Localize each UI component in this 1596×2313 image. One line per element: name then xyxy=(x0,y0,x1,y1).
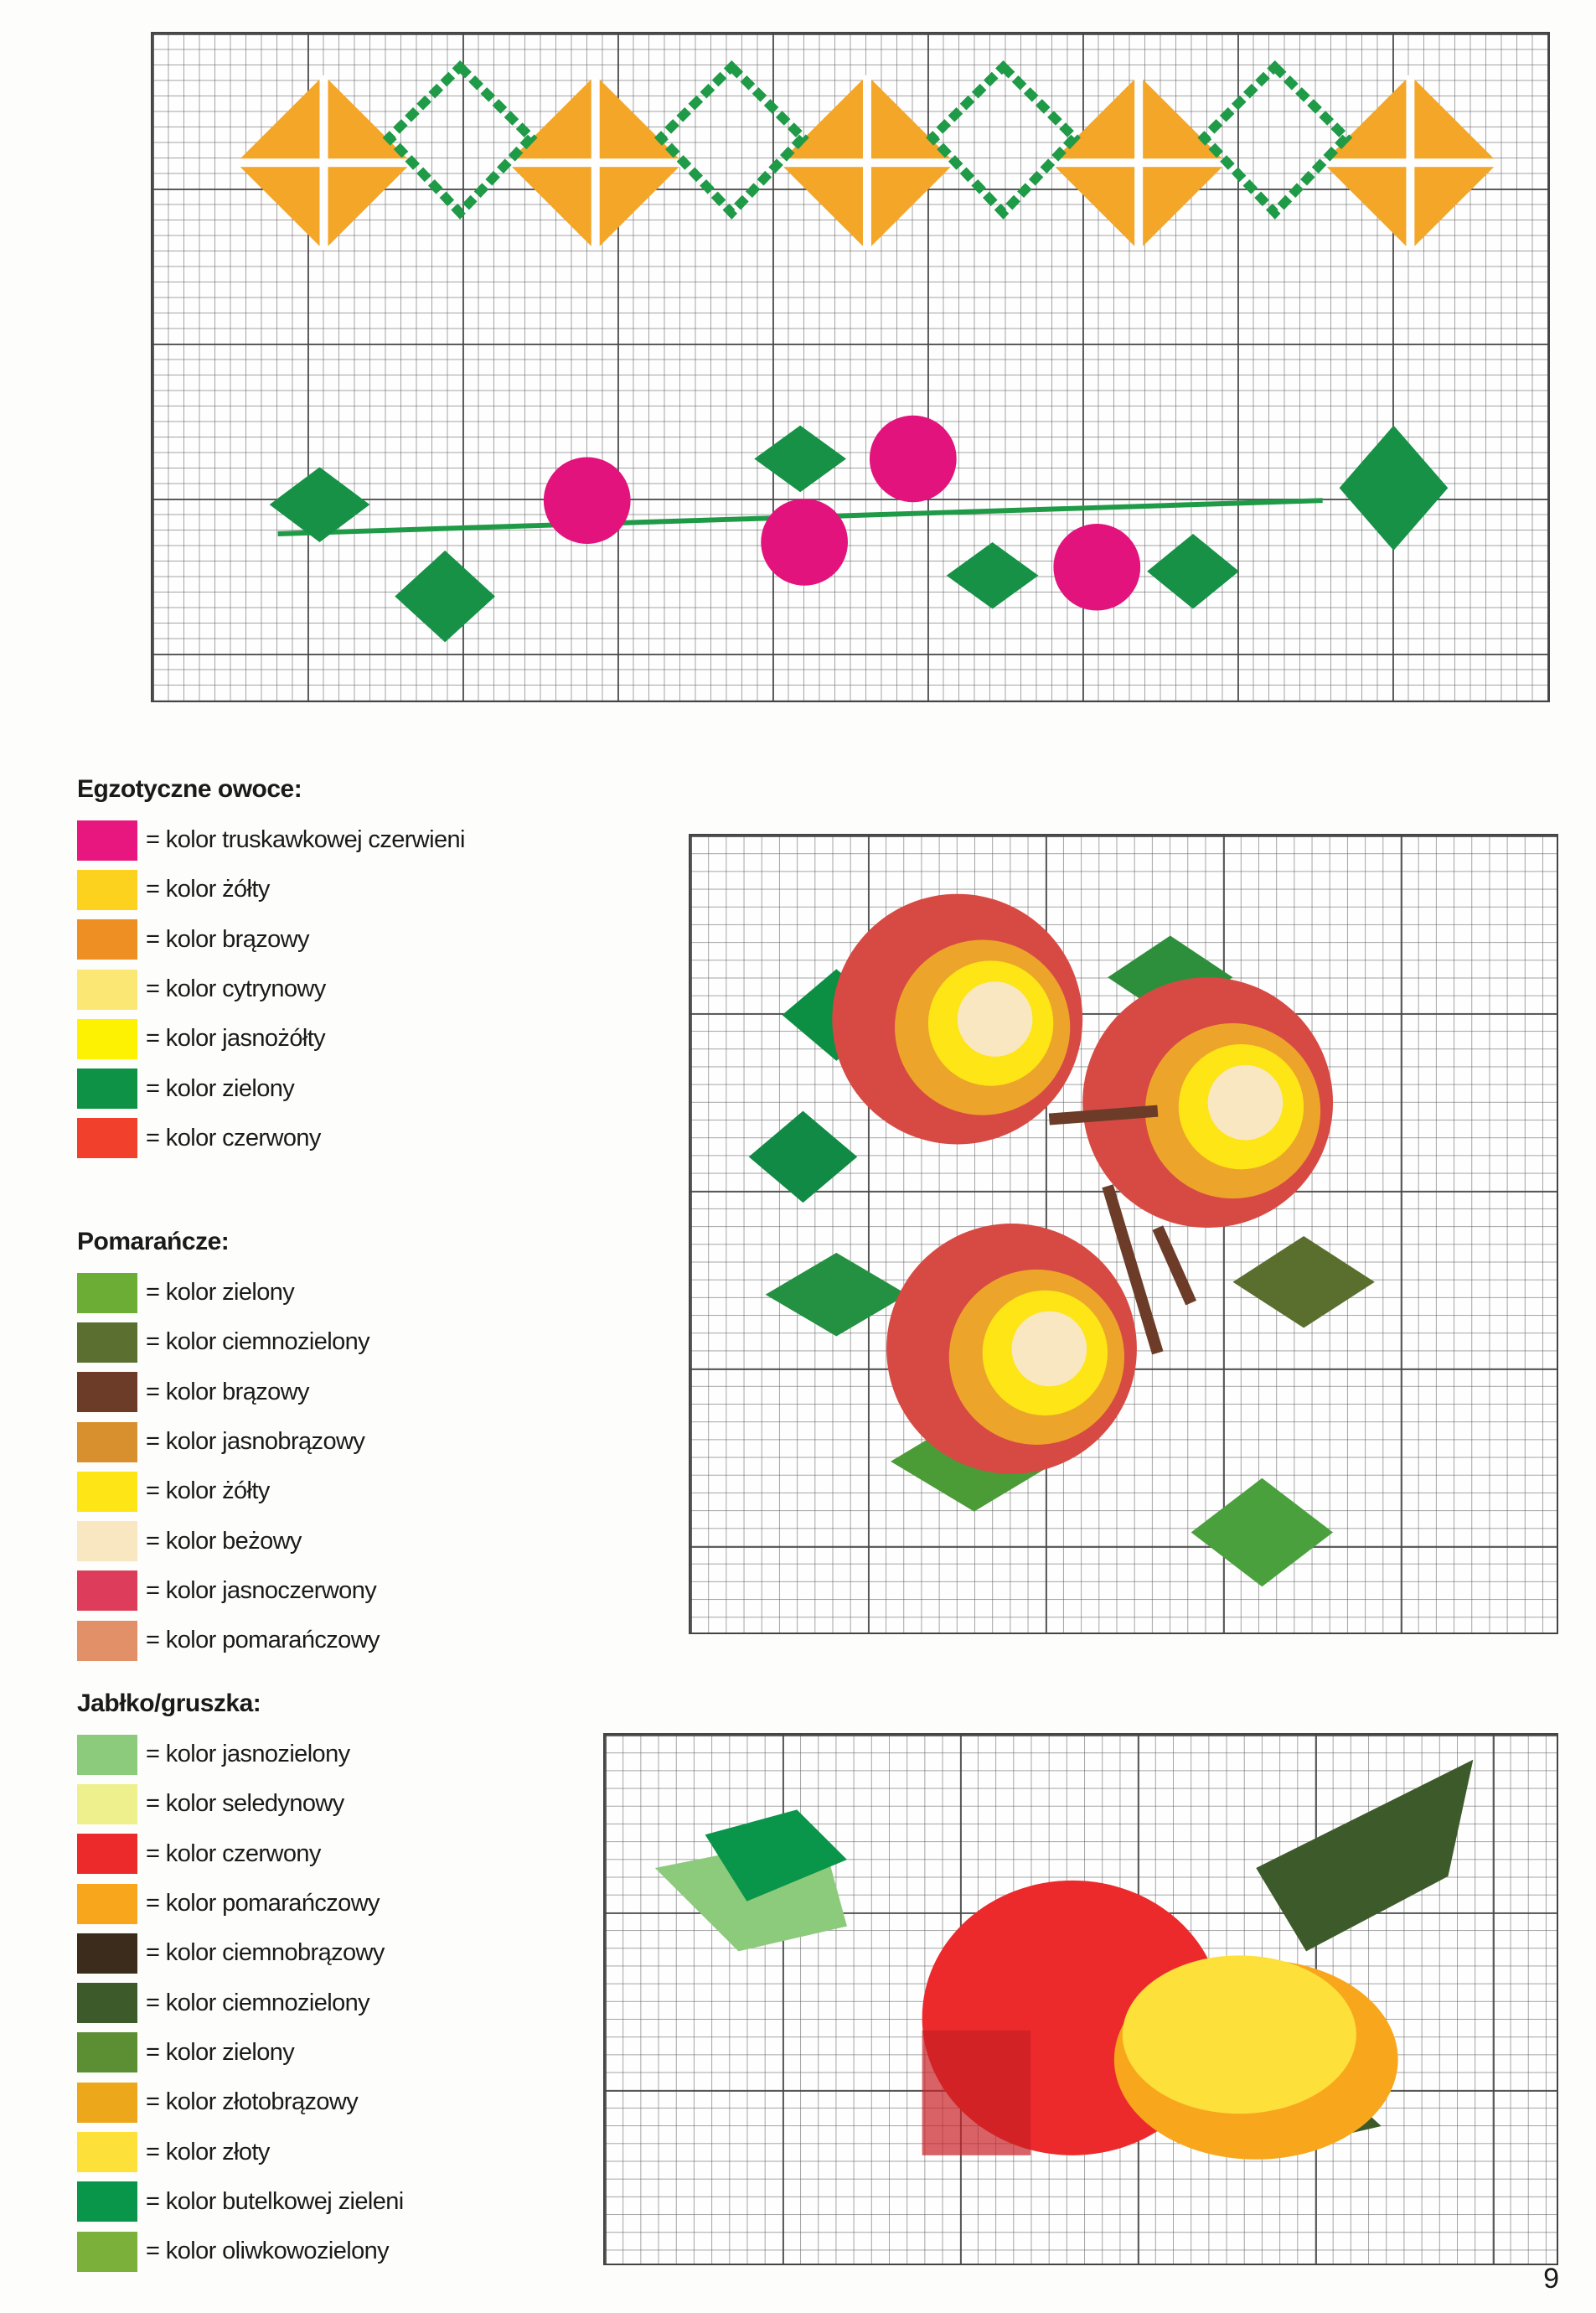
oranges-motif xyxy=(749,894,1375,1587)
legend-item xyxy=(77,865,664,914)
legend-item xyxy=(77,2127,664,2176)
color-swatch xyxy=(77,970,137,1010)
color-swatch xyxy=(77,919,137,960)
color-label: = kolor jasnobrązowy xyxy=(146,1428,365,1456)
color-swatch xyxy=(77,1621,137,1661)
color-swatch xyxy=(77,2032,137,2072)
legend-item xyxy=(77,1417,664,1467)
color-label: = kolor ciemnozielony xyxy=(146,1328,370,1356)
apple-pear-pattern-chart xyxy=(603,1733,1558,2265)
legend-item xyxy=(77,1779,664,1829)
legend-item xyxy=(77,1928,664,1978)
color-label: = kolor oliwkowozielony xyxy=(146,2238,390,2265)
legend-item xyxy=(77,965,664,1014)
legend-item xyxy=(77,1467,664,1516)
color-swatch xyxy=(77,2181,137,2222)
color-swatch xyxy=(77,1472,137,1512)
color-swatch xyxy=(77,1422,137,1462)
color-swatch xyxy=(77,2132,137,2172)
color-label: = kolor czerwony xyxy=(146,1840,321,1867)
legend-title: Pomarańcze: xyxy=(77,1228,230,1255)
color-label: = kolor złotobrązowy xyxy=(146,2088,359,2116)
color-label: = kolor brązowy xyxy=(146,1378,309,1405)
color-swatch xyxy=(77,1884,137,1924)
color-label: = kolor żółty xyxy=(146,876,270,903)
color-label: = kolor cytrynowy xyxy=(146,975,326,1003)
legend-item xyxy=(77,1978,664,2027)
legend-item xyxy=(77,2177,664,2227)
color-label: = kolor butelkowej zieleni xyxy=(146,2187,404,2215)
legend-exotic-fruits xyxy=(77,775,664,1163)
color-swatch xyxy=(77,1933,137,1974)
color-label: = kolor pomarańczowy xyxy=(146,1890,380,1917)
legend-item xyxy=(77,1616,664,1665)
legend-list xyxy=(77,1730,664,2276)
legend-apple-pear xyxy=(77,1689,664,2276)
color-swatch xyxy=(77,1372,137,1412)
legend-list xyxy=(77,1268,664,1665)
color-swatch xyxy=(77,1521,137,1561)
legend-item xyxy=(77,915,664,965)
color-swatch xyxy=(77,1735,137,1775)
legend-item xyxy=(77,2227,664,2276)
color-label: = kolor jasnożółty xyxy=(146,1025,326,1053)
color-swatch xyxy=(77,1118,137,1158)
legend-item xyxy=(77,1879,664,1928)
border-pattern-chart xyxy=(151,32,1550,702)
color-label: = kolor truskawkowej czerwieni xyxy=(146,826,465,854)
apple-pear-drawing xyxy=(605,1735,1557,2264)
legend-item xyxy=(77,1268,664,1317)
color-swatch xyxy=(77,2083,137,2123)
color-swatch xyxy=(77,1019,137,1059)
color-swatch xyxy=(77,1784,137,1824)
color-swatch xyxy=(77,2232,137,2272)
color-swatch xyxy=(77,1273,137,1313)
legend-oranges xyxy=(77,1228,664,1665)
apple-pear-motif xyxy=(655,1760,1474,2160)
color-swatch xyxy=(77,1570,137,1611)
color-swatch xyxy=(77,1322,137,1363)
color-label: = kolor jasnozielony xyxy=(146,1741,350,1768)
color-swatch xyxy=(77,820,137,861)
oranges-pattern-chart xyxy=(689,834,1558,1634)
color-label: = kolor jasnoczerwony xyxy=(146,1576,377,1604)
color-swatch xyxy=(77,1834,137,1874)
color-label: = kolor złoty xyxy=(146,2138,270,2166)
legend-item xyxy=(77,815,664,865)
page-number: 9 xyxy=(1543,2263,1559,2295)
legend-title: Egzotyczne owoce: xyxy=(77,775,302,803)
color-label: = kolor ciemnobrązowy xyxy=(146,1939,385,1967)
color-swatch xyxy=(77,1069,137,1109)
legend-item xyxy=(77,1730,664,1779)
color-label: = kolor żółty xyxy=(146,1477,270,1505)
legend-item xyxy=(77,1114,664,1163)
color-label: = kolor zielony xyxy=(146,1074,295,1102)
legend-item xyxy=(77,1829,664,1879)
legend-list xyxy=(77,815,664,1163)
color-label: = kolor czerwony xyxy=(146,1124,321,1151)
color-label: = kolor brązowy xyxy=(146,925,309,953)
legend-item xyxy=(77,1014,664,1063)
legend-item xyxy=(77,2078,664,2127)
legend-title: Jabłko/gruszka: xyxy=(77,1689,261,1717)
legend-item xyxy=(77,1368,664,1417)
legend-item xyxy=(77,2028,664,2078)
oranges-drawing xyxy=(690,836,1557,1633)
legend-item xyxy=(77,1063,664,1113)
color-label: = kolor zielony xyxy=(146,2038,295,2066)
color-label: = kolor beżowy xyxy=(146,1527,302,1555)
border-pattern-drawing xyxy=(152,34,1548,701)
color-label: = kolor ciemnozielony xyxy=(146,1989,370,2016)
color-label: = kolor zielony xyxy=(146,1279,295,1307)
raspberry-vine-motif xyxy=(270,416,1449,643)
color-label: = kolor seledynowy xyxy=(146,1790,344,1818)
legend-item xyxy=(77,1317,664,1367)
legend-item xyxy=(77,1566,664,1616)
color-swatch xyxy=(77,1983,137,2023)
color-label: = kolor pomarańczowy xyxy=(146,1627,380,1654)
color-swatch xyxy=(77,870,137,910)
legend-item xyxy=(77,1516,664,1565)
